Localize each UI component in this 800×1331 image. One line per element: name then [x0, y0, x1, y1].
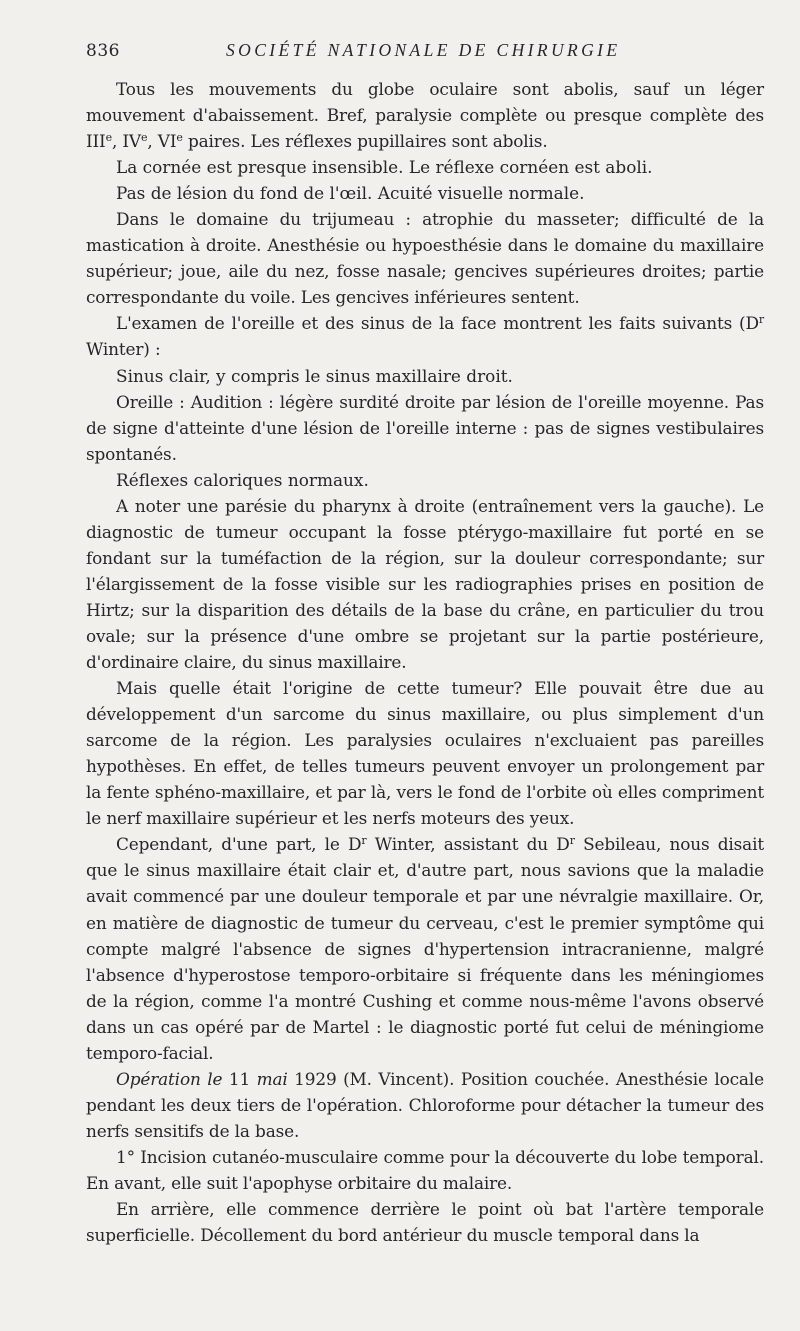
paragraph-tumour-origin: Mais quelle était l'origine de cette tumeur? Elle pouvait être due au développement d'un sarcome du sinus maxillaire, ou plus simplement d'un sarcome de la région. Les paralysies oculaires n'excluaient pas pareilles hypothèses. En effet, de telles tumeurs peuvent envoyer un prolongement par la fente sphéno-maxillaire, et par là, vers le fond de l'orbite où elles compriment le nerf maxillaire supérieur et les nerfs moteurs des yeux. [86, 678, 764, 829]
paragraph-posterior: En arrière, elle commence derrière le point où bat l'artère temporale superficielle. Décollement du bord antérieur du muscle temporal dans la [86, 1199, 764, 1246]
paragraph-sinus: Sinus clair, y compris le sinus maxillaire droit. [116, 365, 513, 386]
paragraph-trigeminal: Dans le domaine du trijumeau : atrophie du masseter; difficulté de la mastication à droite. Anesthésie ou hypoesthésie dans le domaine du maxillaire supérieur; joue, aile du nez, fosse nasale; gencives supérieures droites; partie correspondante du voile. Les gencives inférieures sentent. [86, 209, 764, 308]
paragraph-caloric-reflexes: Réflexes caloriques normaux. [116, 469, 369, 490]
paragraph-operation: Opération le 11 mai 1929 (M. Vincent). Position couchée. Anesthésie locale pendant les deux tiers de l'opération. Chloroforme pour détacher la tumeur des nerfs sensitifs de la base. [86, 1068, 764, 1141]
paragraph-ocular-movements: Tous les mouvements du globe oculaire sont abolis, sauf un léger mouvement d'abaissement. Bref, paralysie complète ou presque complète des IIIe, IVe, VIe paires. Les réflexes pupillaires sont abolis. [86, 79, 764, 152]
paragraph-hearing: Oreille : Audition : légère surdité droite par lésion de l'oreille moyenne. Pas de signe d'atteinte d'une lésion de l'oreille interne : pas de signes vestibulaires spontanés. [86, 391, 764, 464]
running-head [86, 40, 764, 72]
paragraph-cornea: La cornée est presque insensible. Le réflexe cornéen est aboli. [116, 157, 653, 178]
paragraph-ear-sinus-exam: L'examen de l'oreille et des sinus de la face montrent les faits suivants ($D^r$ Winter) : [86, 313, 764, 360]
paragraph-meningioma: Cependant, d'une part, le $D^r$ Winter, assistant du $D^r$ Sebileau, nous disait que le sinus maxillaire était clair et, d'autre part, nous savions que la maladie avait commencé par une douleur temporale et par une névralgie maxillaire. Or, en matière de diagnostic de tumeur du cerveau, c'est le premier symptôme qui compte malgré l'absence de signes d'hypertension intracranienne, malgré l'absence d'hyperostose temporo-orbitaire si fréquente dans les méningiomes de la région, comme l'a montré Cushing et comme nous-même l'avons observé dans un cas opéré par de Martel : le diagnostic porté fut celui de méningiome temporo-facial. [86, 834, 764, 1063]
paragraph-diagnosis: A noter une parésie du pharynx à droite (entraînement vers la gauche). Le diagnostic de tumeur occupant la fosse ptérygo-maxillaire fut porté en se fondant sur la tuméfaction de la région, sur la douleur correspondante; sur l'élargissement de la fosse visible sur les radiographies prises en position de Hirtz; sur la disparition des détails de la base du crâne, en particulier du trou ovale; sur la présence d'une ombre se projetant sur la partie postérieure, d'ordinaire claire, du sinus maxillaire. [86, 495, 764, 673]
paragraph-fundus: Pas de lésion du fond de l'œil. Acuité visuelle normale. [116, 183, 585, 204]
journal-title: SOCIÉTÉ NATIONALE DE CHIRURGIE [226, 40, 621, 60]
body-text [86, 76, 764, 1248]
page-number: 836 [86, 41, 120, 61]
paragraph-incision: 1° Incision cutanéo-musculaire comme pour la découverte du lobe temporal. En avant, elle suit l'apophyse orbitaire du malaire. [86, 1146, 764, 1193]
